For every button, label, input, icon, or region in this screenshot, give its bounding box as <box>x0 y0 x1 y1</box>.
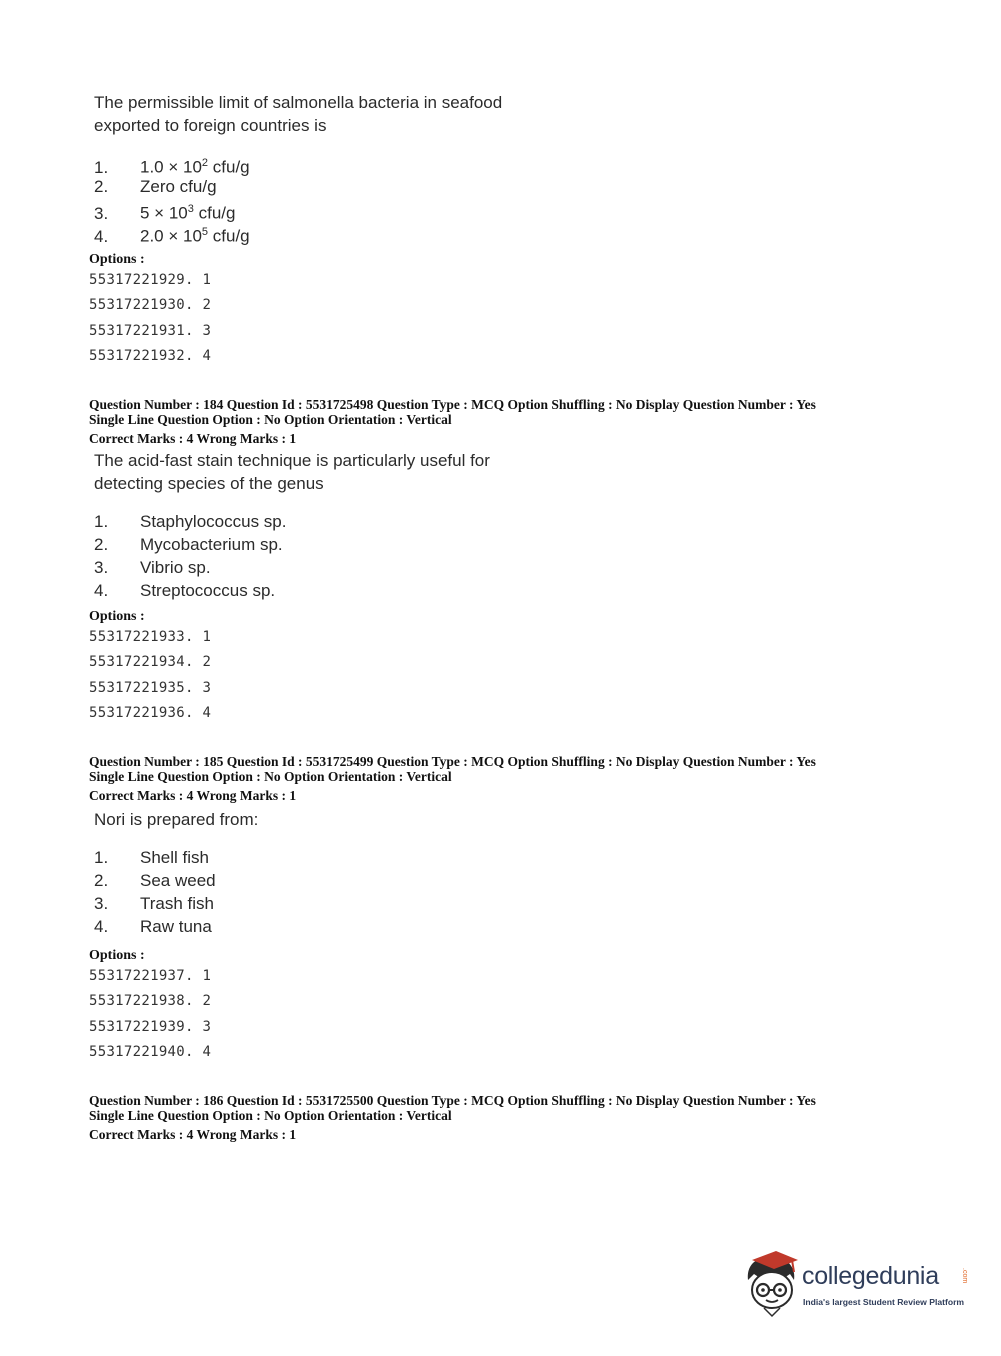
brand-tagline: India's largest Student Review Platform <box>803 1297 965 1307</box>
choice-item: 4. Streptococcus sp. <box>94 581 276 600</box>
options-label: Options : <box>89 609 145 624</box>
option-id: 55317221936. 4 <box>89 704 212 721</box>
brand-domain: .com <box>961 1268 968 1284</box>
option-id: 55317221938. 2 <box>89 993 212 1010</box>
option-id: 55317221934. 2 <box>89 654 212 671</box>
collegedunia-logo[interactable] <box>742 1250 972 1320</box>
question-184-text: The acid-fast stain technique is particularly useful for detecting species of the genus <box>94 451 490 493</box>
option-id: 55317221932. 4 <box>89 347 212 364</box>
option-id: 55317221939. 3 <box>89 1018 212 1035</box>
marks-line: Correct Marks : 4 Wrong Marks : 1 <box>89 788 297 803</box>
choice-item: 2. Zero cfu/g <box>94 177 217 196</box>
brand-name: collegedunia <box>802 1262 939 1290</box>
question-184-meta: Question Number : 184 Question Id : 5531725498 Question Type : MCQ Option Shuffling : No Display Question Number : Yes Single Line Question Option : No Option Orientation : Vertical Correct Marks : 4 Wrong Marks : 1 <box>89 398 909 447</box>
question-184-choices <box>94 510 286 602</box>
choice-item: 4. $2.0 \times 10^5$ cfu/g <box>94 226 250 246</box>
choice-item: 3. Vibrio sp. <box>94 558 211 577</box>
marks-line: Correct Marks : 4 Wrong Marks : 1 <box>89 1127 297 1142</box>
question-183-choices <box>94 152 250 244</box>
question-183-text: The permissible limit of salmonella bacteria in seafood exported to foreign countries is <box>94 93 503 135</box>
option-id: 55317221930. 2 <box>89 297 212 314</box>
option-id: 55317221933. 1 <box>89 629 212 645</box>
question-183-option-ids <box>89 268 211 369</box>
choice-item: 3. $5 \times 10^3$ cfu/g <box>94 203 236 223</box>
options-label: Options : <box>89 252 145 267</box>
choice-item: 2. Mycobacterium sp. <box>94 535 283 554</box>
question-186-meta: Question Number : 186 Question Id : 5531725500 Question Type : MCQ Option Shuffling : No Display Question Number : Yes Single Line Question Option : No Option Orientation : Vertical Correct Marks : 4 Wrong Marks : 1 <box>89 1094 909 1143</box>
option-id: 55317221937. 1 <box>89 968 212 984</box>
question-185-option-ids <box>89 964 211 1065</box>
option-id: 55317221931. 3 <box>89 322 212 339</box>
question-185-text: Nori is prepared from: <box>94 810 259 829</box>
question-185-choices <box>94 846 216 938</box>
choice-item: 2. Sea weed <box>94 871 216 890</box>
choice-item: 1. Shell fish <box>94 848 209 867</box>
option-id: 55317221929. 1 <box>89 272 212 288</box>
question-185-meta: Question Number : 185 Question Id : 5531725499 Question Type : MCQ Option Shuffling : No Display Question Number : Yes Single Line Question Option : No Option Orientation : Vertical Correct Marks : 4 Wrong Marks : 1 <box>89 755 909 804</box>
marks-line: Correct Marks : 4 Wrong Marks : 1 <box>89 431 297 446</box>
options-label: Options : <box>89 948 145 963</box>
student-mascot-icon <box>742 1250 800 1320</box>
option-id: 55317221940. 4 <box>89 1043 212 1060</box>
choice-item: 3. Trash fish <box>94 894 215 913</box>
choice-item: 4. Raw tuna <box>94 917 212 936</box>
option-id: 55317221935. 3 <box>89 679 212 696</box>
choice-item: 1. $1.0 \times 10^2$ cfu/g <box>94 157 250 177</box>
question-184-option-ids <box>89 625 211 726</box>
choice-item: 1. Staphylococcus sp. <box>94 512 287 531</box>
